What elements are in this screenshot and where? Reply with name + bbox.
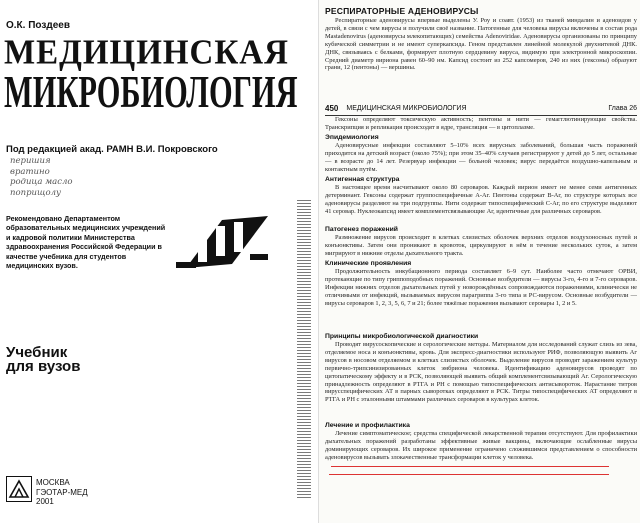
paragraph-diagnostics: Проводят вирусоскопические и серологические методы. Материалом для исследований служат слизь из зева, отделяемое носа и конъюнктивы, кровь. Для экспресс-диагностики используют РИФ, позволяющую выявить Аг вирусов в носовом отделяемом и клетках слизистых оболочек. Выделение вирусов проводят заражением культур первично-трипсинизированных клеток эмбриона человека. Идентификацию аденовирусов проводят по цитопатическому эффекту и в РСК, позволяющей выявить общий комплементсвязывающий Аг. Серологическую принадлежность определяют в РТГА и РН с помощью типоспецифических антисывороток. Нарастание титров вирусспецифических АТ в парных сыворотках определяют в РСК. Титры типоспецифических АТ определяют в РТГА и РН с эталонными штаммами различных сероваров в культурах клеток. [325, 341, 637, 404]
cover-handwriting [10, 156, 73, 198]
chapter-label: Глава 26 [608, 105, 637, 112]
cover-edge-stripe [297, 198, 311, 498]
book-cover [0, 0, 318, 523]
heading-epidemiology: Эпидемиология [325, 134, 379, 141]
section-title: РЕСПИРАТОРНЫЕ АДЕНОВИРУСЫ [325, 6, 479, 16]
running-head: МЕДИЦИНСКАЯ МИКРОБИОЛОГИЯ [346, 105, 467, 112]
page-number: 450 [325, 104, 339, 113]
intro-paragraph: Респираторные аденовирусы впервые выделены У. Роу и соавт. (1953) из тканей миндалин и аденоидов у детей, в связи с чем вирусы и получили своё название. Патогенные для человека вирусы включены в состав рода Mastadenovirus (аденовирусы млекопитающих) семейства Adenoviridae. Аденовирусы организованы по принципу кубической симметрии и не имеют суперкапсида. Геном представлен линейной молекулой двухнитевой ДНК. ДНК, связываясь с белками, формирует плотную сердцевину вируса, видимую при электронной микроскопии. Средний диаметр вириона равен 60–90 нм. Капсид состоит из 252 капсомеров, 240 из них (гексоны) образуют грани, 12 (пентоны) — вершины. [325, 17, 637, 72]
running-header [325, 104, 637, 116]
cover-editor: Под редакцией акад. РАМН В.И. Покровского [6, 144, 218, 155]
publisher-city: МОСКВА [36, 478, 70, 487]
paragraph-antigen: В настоящее время насчитывают около 80 сероваров. Каждый вирион имеет не менее семи антигенных детерминант. Гексоны содержат группоспецифичные А-Аг. Пентоны содержат В-Аг, по структуре которых все аденовирусы разделяют на три подгруппы. Нити содержат типоспецифический С-Аг, по его структуре выделяют 41 серовар. Нуклеокапсид имеет комплементсвязывающие Аг, идентичные для различных сероваров. [325, 184, 637, 215]
publisher-year: 2001 [36, 497, 54, 507]
paragraph-clinical: Продолжительность инкубационного периода составляет 6–9 сут. Наиболее часто отмечают ОРВИ, протекающие по типу гриппоподобных поражений. Основные возбудители — вирусы 3-го, 4-го и 7-го сероваров. Инфекции нижних отделов дыхательных путей у новорождённых сопровождаются поражениями, клинически не отличимыми от инфекций, вызываемых вирусом парагриппа 3-го типа и РС-вирусом. Основные возбудители — вирусы сероваров 1, 2, 3, 5, 6, 7 и 21; более тяжёлые поражения вызывают серовары 1, 2 и 5. [325, 268, 637, 307]
cover-author: О.К. Поздеев [6, 20, 70, 31]
publisher-info [36, 478, 88, 507]
book-type-line1: Учебник [6, 344, 68, 361]
cover-title-line2: МИКРОБИОЛОГИЯ [4, 67, 298, 118]
paragraph-treatment: Лечение симптоматическое; средства специфической лекарственной терапии отсутствуют. Для профилактики дыхательных поражений разработаны эффективные живые вакцины, включающие ослабленные вирусы доминирующих сероваров. Их широкое применение ограничено сложившимся представлением о способности аденовирусов вызывать злокачественные трансформации клеток у человека. [325, 430, 637, 461]
cover-book-type [6, 346, 80, 374]
heading-treatment: Лечение и профилактика [325, 422, 410, 429]
book-type-line2: для вузов [6, 358, 81, 375]
cover-logo-graphic [176, 216, 268, 268]
paragraph-epidemiology: Аденовирусные инфекции составляют 5–10% всех вирусных заболеваний, большая часть поражений приходится на детский возраст (около 75%); при этом 35–40% случаев регистрируют у детей до 5 лет, остальные — в возрасте до 14 лет. Резервуар инфекции — больной человек; вирус передаётся воздушно-капельным и контактным путём. [325, 142, 637, 173]
heading-antigen: Антигенная структура [325, 176, 400, 183]
heading-diagnostics: Принципы микробиологической диагностики [325, 333, 479, 340]
publisher-logo-icon [6, 476, 32, 502]
publisher-name: ГЭОТАР-МЕД [36, 487, 88, 497]
red-underline-mark [329, 474, 609, 475]
heading-pathogenesis: Патогенез поражений [325, 226, 398, 233]
heading-clinical: Клинические проявления [325, 260, 412, 267]
paragraph-pathogenesis: Размножение вирусов происходит в клетках слизистых оболочек верхних отделов воздухоносных путей и конъюнктивы. Затем они проникают в кровоток, циркулируют в нём в течение нескольких суток, а затем мигрируют в нижние отделы дыхательного тракта. [325, 234, 637, 257]
cover-recommendation: Рекомендовано Департаментом образовательных медицинских учреждений и кадровой политики Министерства здравоохранения Российской Федерации в качестве учебника для студентов медицинских вузов. [6, 214, 166, 271]
book-page [318, 0, 640, 523]
cover-title-line1: МЕДИЦИНСКАЯ [4, 34, 289, 72]
handwriting-line: вратино [10, 166, 50, 177]
handwriting-line: родица масло [10, 177, 73, 187]
red-underline-mark [331, 466, 609, 467]
handwriting-line: перишия [10, 156, 51, 166]
handwriting-line: поприщолу [10, 187, 61, 198]
paragraph-top: Гексоны определяют токсическую активность; пентоны и нити — гемагглютинирующие свойства. Транскрипция и репликация происходят в ядре, трансляция — в цитоплазме. [325, 116, 637, 131]
